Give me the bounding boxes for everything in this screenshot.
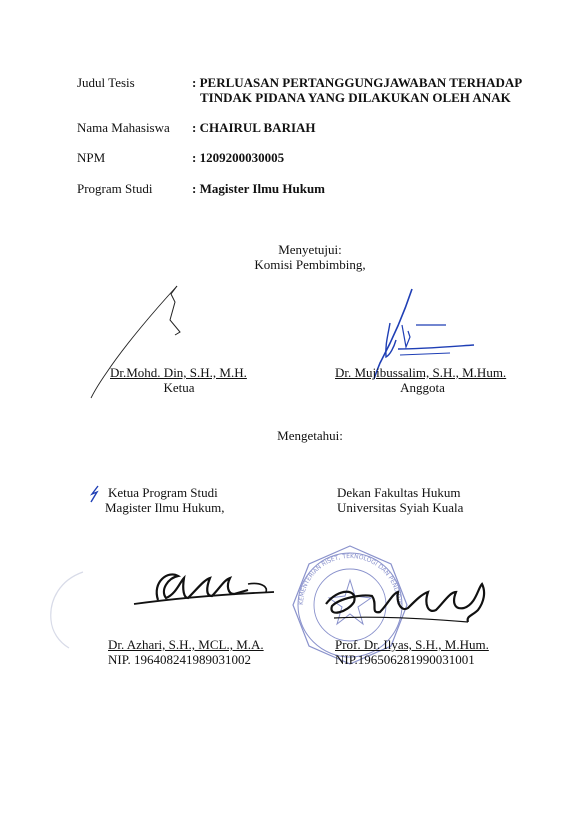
official-nip-kaprodi: NIP. 196408241989031002 (108, 652, 252, 667)
field-value-npm: : 1209200030005 (192, 150, 285, 165)
approval-committee: Komisi Pembimbing, (254, 257, 366, 272)
field-label-prodi: Program Studi (77, 181, 153, 196)
official-name-kaprodi: Dr. Azhari, S.H., MCL., M.A. (108, 637, 264, 652)
acknowledged-heading: Mengetahui: (277, 428, 343, 443)
field-value-prodi: : Magister Ilmu Hukum (192, 181, 326, 196)
approval-heading: Menyetujui: (278, 242, 342, 257)
field-label-judul: Judul Tesis (77, 75, 135, 90)
field-label-nama: Nama Mahasiswa (77, 120, 170, 135)
field-value-nama: : CHAIRUL BARIAH (192, 120, 316, 135)
advisor-name-anggota: Dr. Mujibussalim, S.H., M.Hum. (335, 365, 507, 380)
advisor-name-ketua: Dr.Mohd. Din, S.H., M.H. (110, 365, 247, 380)
field-label-npm: NPM (77, 150, 106, 165)
check-icon (88, 484, 102, 504)
signature-kaprodi (128, 562, 278, 612)
official-title-kaprodi-line1: Ketua Program Studi (108, 485, 218, 500)
stamp-text: KEMENTERIAN RISET, TEKNOLOGI DAN PENDIDIKAN TINGGI UNIVERSITAS SYIAH KUALA (282, 535, 403, 606)
advisor-role-ketua: Ketua (163, 380, 195, 395)
field-value-judul-line1: : PERLUASAN PERTANGGUNGJAWABAN TERHADAP (192, 75, 523, 90)
faint-stamp-left (45, 570, 85, 650)
advisor-role-anggota: Anggota (400, 380, 445, 395)
official-nip-dekan: NIP.196506281990031001 (335, 652, 475, 667)
official-title-dekan-line2: Universitas Syiah Kuala (337, 500, 464, 515)
official-title-dekan-line1: Dekan Fakultas Hukum (337, 485, 461, 500)
field-value-judul-line2: TINDAK PIDANA YANG DILAKUKAN OLEH ANAK (200, 90, 511, 105)
signature-dekan (318, 578, 498, 638)
official-name-dekan: Prof. Dr. Ilyas, S.H., M.Hum. (335, 637, 489, 652)
official-title-kaprodi-line2: Magister Ilmu Hukum, (105, 500, 225, 515)
